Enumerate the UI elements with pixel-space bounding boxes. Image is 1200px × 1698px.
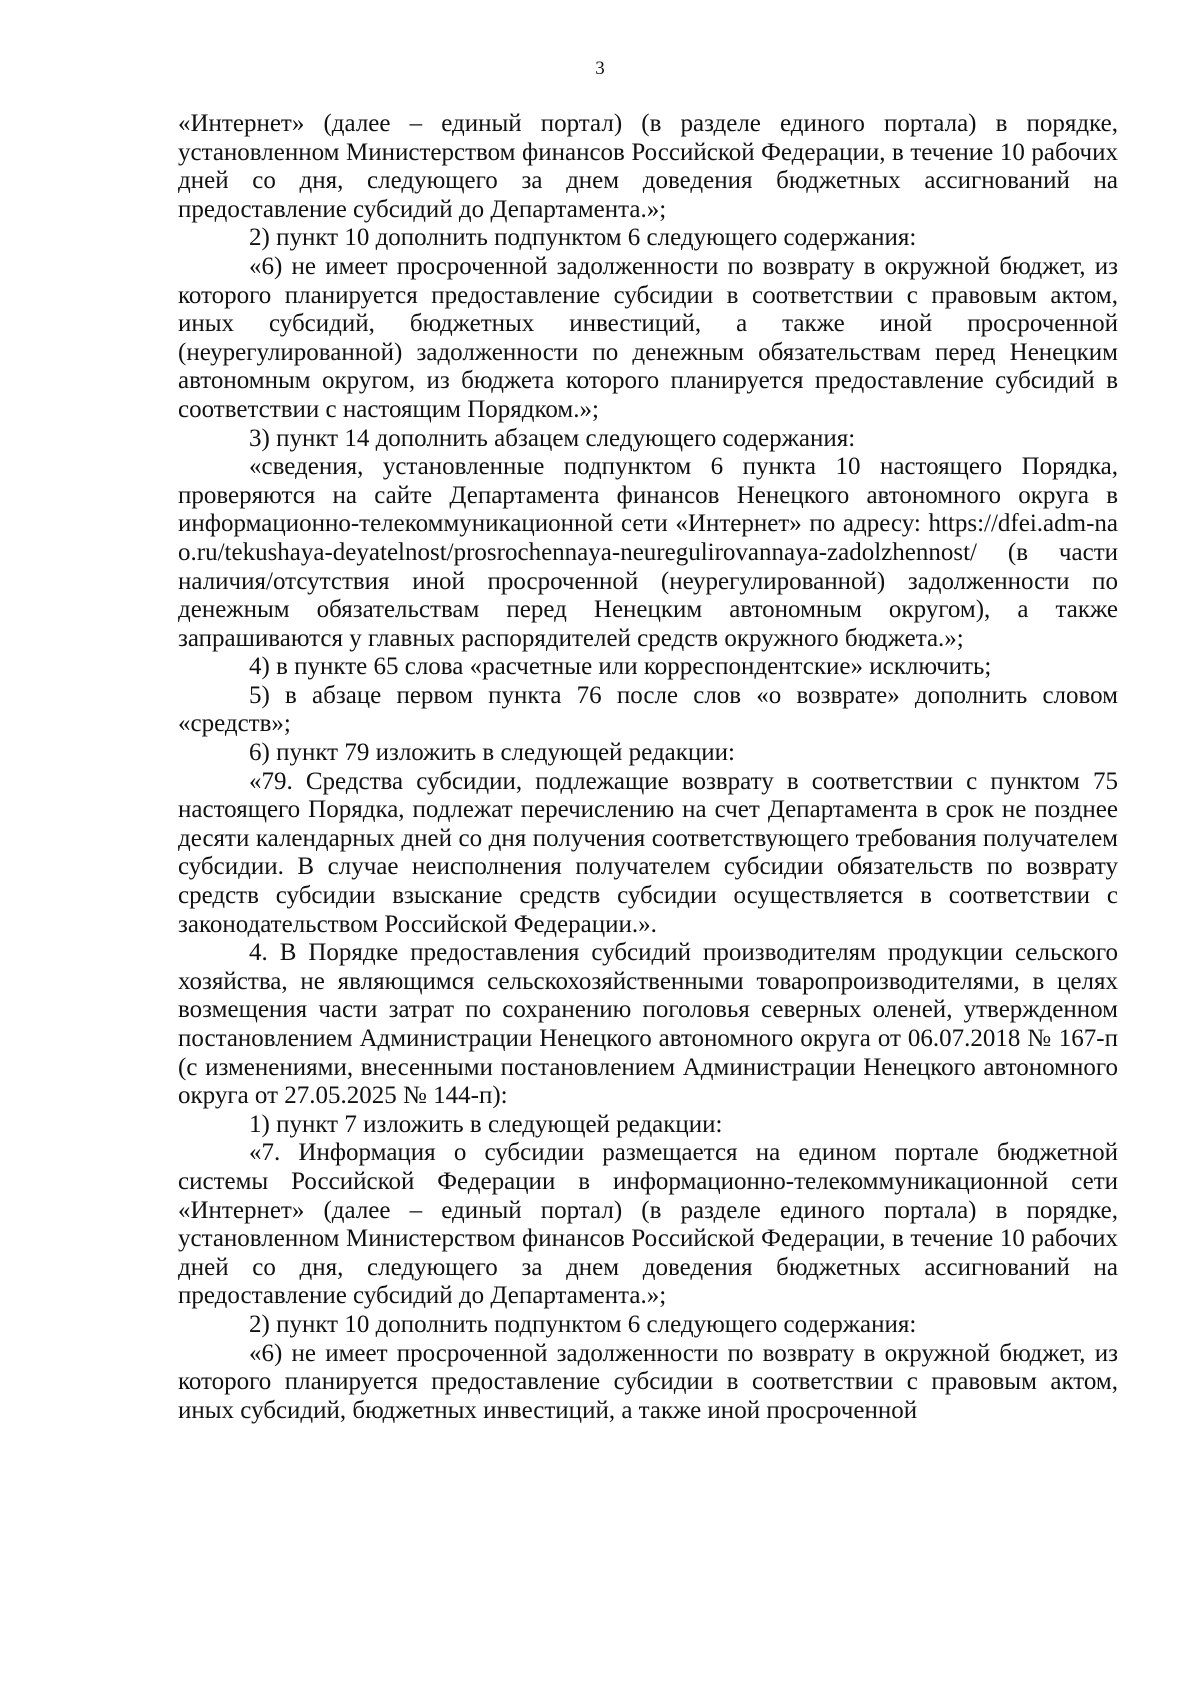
paragraph: 4. В Порядке предоставления субсидий производителям продукции сельского хозяйства, не являющимся сельскохозяйственными товаропроизводителями, в целях возмещения части затрат по сохранению поголовья северных оленей, утвержденном постановлением Администрации Ненецкого автономного округа от 06.07.2018 № 167-п (с изменениями, внесенными постановлением Администрации Ненецкого автономного округа от 27.05.2025 № 144-п): xyxy=(178,939,1118,1110)
paragraph: 6) пункт 79 изложить в следующей редакции: xyxy=(249,739,735,767)
paragraph: «6) не имеет просроченной задолженности по возврату в окружной бюджет, из которого планируется предоставление субсидии в соответствии с правовым актом, иных субсидий, бюджетных инвестиций, а также иной просроченной (неурегулированной) задолженности по денежным обязательствам перед Ненецким автономным округом, из бюджета которого планируется предоставление субсидий в соответствии с настоящим Порядком.»; xyxy=(178,252,1118,423)
paragraph: 1) пункт 7 изложить в следующей редакции: xyxy=(249,1110,723,1138)
paragraph: 3) пункт 14 дополнить абзацем следующего содержания: xyxy=(249,424,856,452)
paragraph: 2) пункт 10 дополнить подпунктом 6 следующего содержания: xyxy=(249,224,917,252)
paragraph: «79. Средства субсидии, подлежащие возврату в соответствии с пунктом 75 настоящего Порядка, подлежат перечислению на счет Департамента в срок не позднее десяти календарных дней со дня получения соответствующего требования получателем субсидии. В случае неисполнения получателем субсидии обязательств по возврату средств субсидии взыскание средств субсидии осуществляется в соответствии с законодательством Российской Федерации.». xyxy=(178,767,1118,938)
paragraph: «7. Информация о субсидии размещается на едином портале бюджетной системы Российской Федерации в информационно-телекоммуникационной сети «Интернет» (далее – единый портал) (в разделе единого портала) в порядке, установленном Министерством финансов Российской Федерации, в течение 10 рабочих дней со дня, следующего за днем доведения бюджетных ассигнований на предоставление субсидий до Департамента.»; xyxy=(178,1139,1118,1310)
paragraph: 5) в абзаце первом пункта 76 после слов «о возврате» дополнить словом «средств»; xyxy=(178,681,1118,738)
paragraph-text: «сведения, установленные подпунктом 6 пункта 10 настоящего Порядка, проверяются на сайте Департамента финансов Ненецкого автономного округа в информационно-телекоммуникационной сети «Интернет» по адресу: xyxy=(178,453,1118,538)
paragraph: 4) в пункте 65 слова «расчетные или корреспондентские» исключить; xyxy=(249,653,992,681)
paragraph-with-link xyxy=(178,453,1118,653)
paragraph: «Интернет» (далее – единый портал) (в разделе единого портала) в порядке, установленном Министерством финансов Российской Федерации, в течение 10 рабочих дней со дня, следующего за днем доведения бюджетных ассигнований на предоставление субсидий до Департамента.»; xyxy=(178,110,1118,223)
page-number: 3 xyxy=(595,58,605,79)
website-url[interactable]: https://dfei.adm-nao.ru/tekushaya-deyatelnost/prosrochennaya-neuregulirovannaya-zadolzhennost/ xyxy=(178,510,1118,566)
paragraph: 2) пункт 10 дополнить подпунктом 6 следующего содержания: xyxy=(249,1310,917,1338)
paragraph: «6) не имеет просроченной задолженности по возврату в окружной бюджет, из которого планируется предоставление субсидии в соответствии с правовым актом, иных субсидий, бюджетных инвестиций, а также иной просроченной xyxy=(178,1339,1118,1424)
document-body xyxy=(178,110,1118,1425)
paragraph-text: (в части наличия/отсутствия иной просроченной (неурегулированной) задолженности по денежным обязательствам перед Ненецким автономным округом), а также запрашиваются у главных распорядителей средств окружного бюджета.»; xyxy=(178,538,1118,652)
